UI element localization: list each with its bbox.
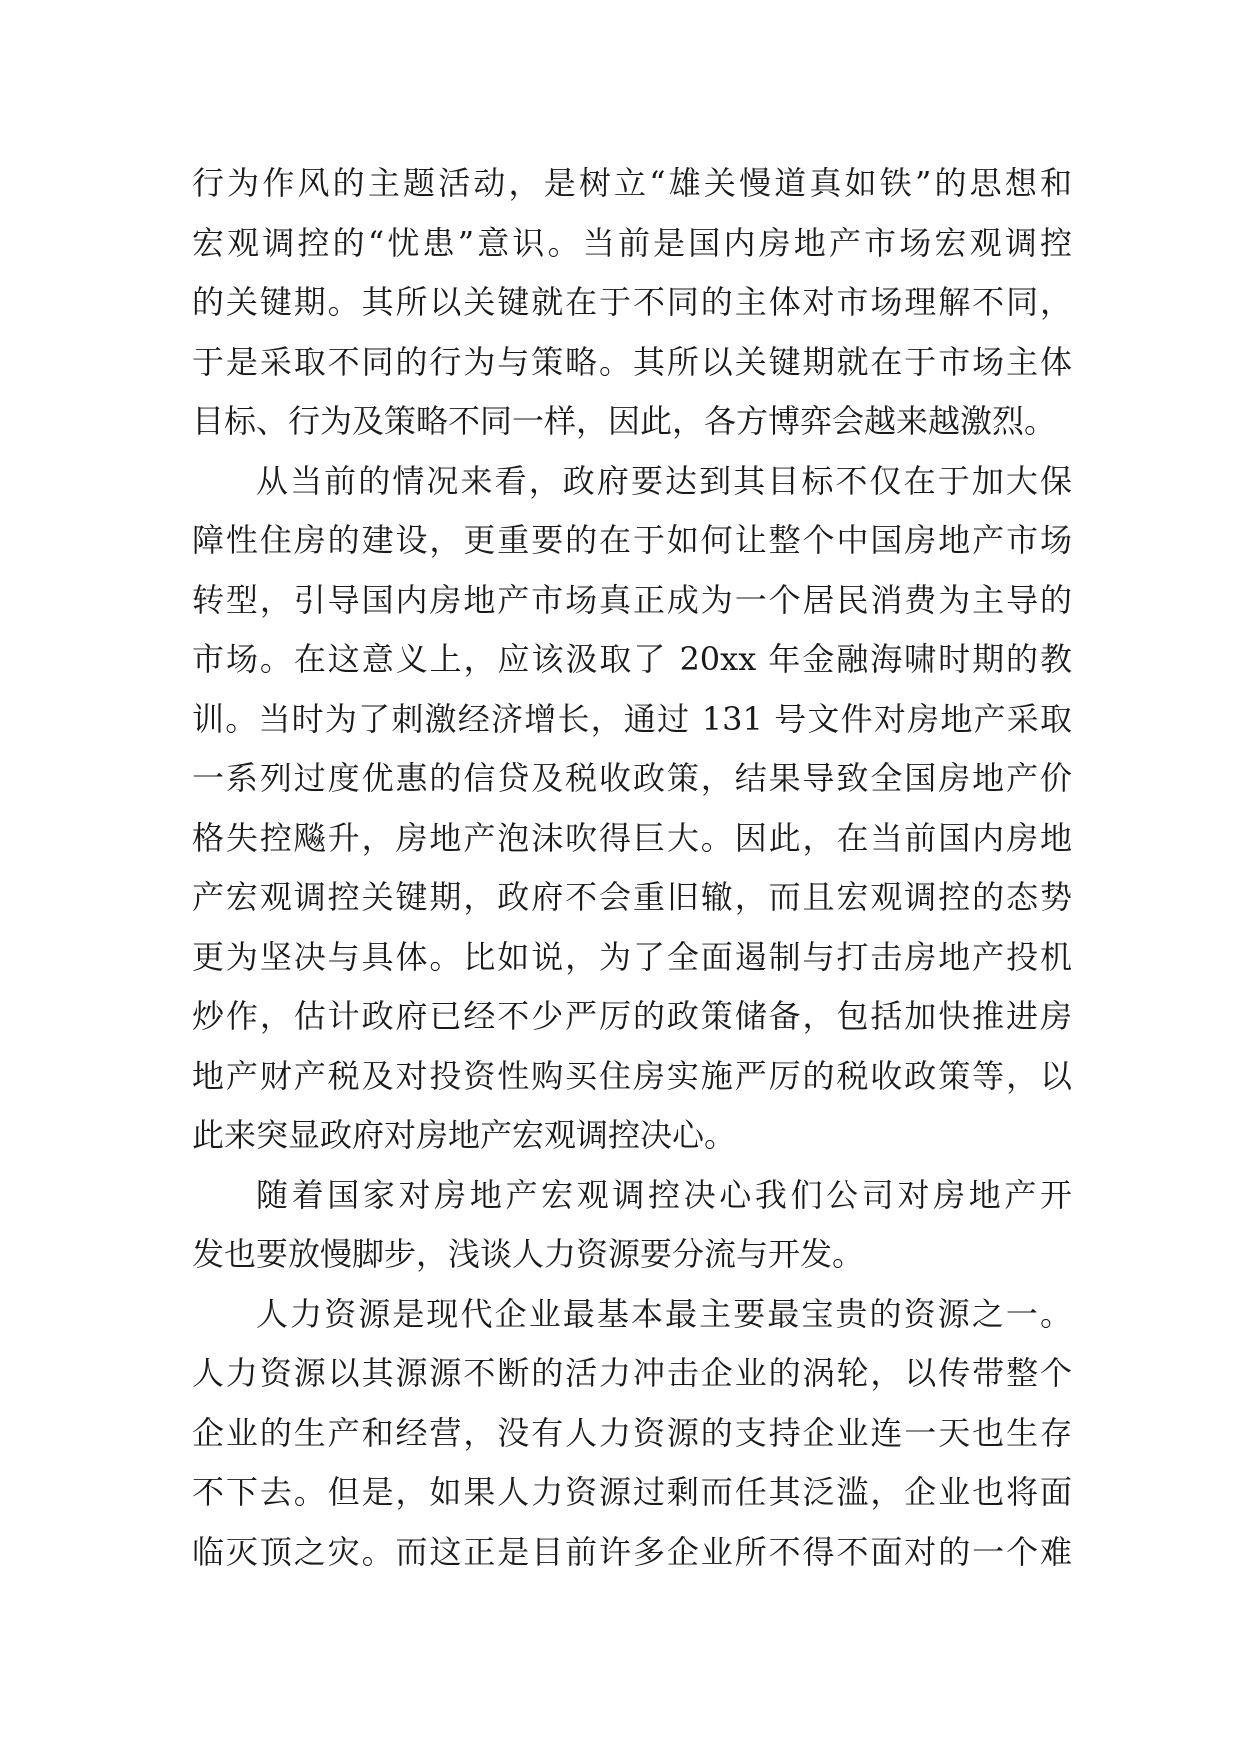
text-line: 的关键期。其所以关键就在于不同的主体对市场理解不同， — [192, 283, 1072, 321]
paragraph-first-line: 从当前的情况来看，政府要达到其目标不仅在于加大保 — [256, 461, 1072, 500]
text-line: 转型，引导国内房地产市场真正成为一个居民消费为主导的 — [192, 580, 1072, 619]
text-line: 不下去。但是，如果人力资源过剩而任其泛滥，企业也将面 — [192, 1473, 1072, 1511]
text-line: 格失控飚升，房地产泡沫吹得巨大。因此，在当前国内房地 — [192, 818, 1072, 857]
paragraph-first-line: 随着国家对房地产宏观调控决心我们公司对房地产开 — [256, 1175, 1072, 1214]
text-line: 临灭顶之灾。而这正是目前许多企业所不得不面对的一个难 — [192, 1532, 1072, 1571]
text-line: 目标、行为及策略不同一样，因此，各方博弈会越来越激烈。 — [192, 402, 1057, 440]
text-line: 炒作，估计政府已经不少严厉的政策储备，包括加快推进房 — [192, 997, 1072, 1035]
body-text — [192, 154, 1072, 1582]
text-line: 于是采取不同的行为与策略。其所以关键期就在于市场主体 — [192, 342, 1072, 381]
text-line: 此来突显政府对房地产宏观调控决心。 — [192, 1116, 737, 1154]
text-line: 企业的生产和经营，没有人力资源的支持企业连一天也生存 — [192, 1413, 1072, 1452]
text-line: 地产财产税及对投资性购买住房实施严厉的税收政策等，以 — [192, 1056, 1072, 1095]
text-line: 一系列过度优惠的信贷及税收政策，结果导致全国房地产价 — [192, 759, 1072, 797]
text-line: 行为作风的主题活动，是树立“雄关慢道真如铁”的思想和 — [192, 164, 1072, 202]
text-line: 产宏观调控关键期，政府不会重旧辙，而且宏观调控的态势 — [192, 878, 1072, 916]
text-line: 人力资源以其源源不断的活力冲击企业的涡轮，以传带整个 — [192, 1354, 1072, 1392]
text-line: 发也要放慢脚步，浅谈人力资源要分流与开发。 — [192, 1235, 865, 1273]
text-line: 训。当时为了刺激经济增长，通过 131 号文件对房地产采取 — [192, 699, 1072, 738]
paragraph-first-line: 人力资源是现代企业最基本最主要最宝贵的资源之一。 — [256, 1294, 1072, 1333]
text-line: 宏观调控的“忧患”意识。当前是国内房地产市场宏观调控 — [192, 223, 1072, 262]
text-line: 障性住房的建设，更重要的在于如何让整个中国房地产市场 — [192, 521, 1072, 559]
text-line: 市场。在这意义上，应该汲取了 20xx 年金融海啸时期的教 — [192, 640, 1072, 678]
text-line: 更为坚决与具体。比如说，为了全面遏制与打击房地产投机 — [192, 937, 1072, 976]
